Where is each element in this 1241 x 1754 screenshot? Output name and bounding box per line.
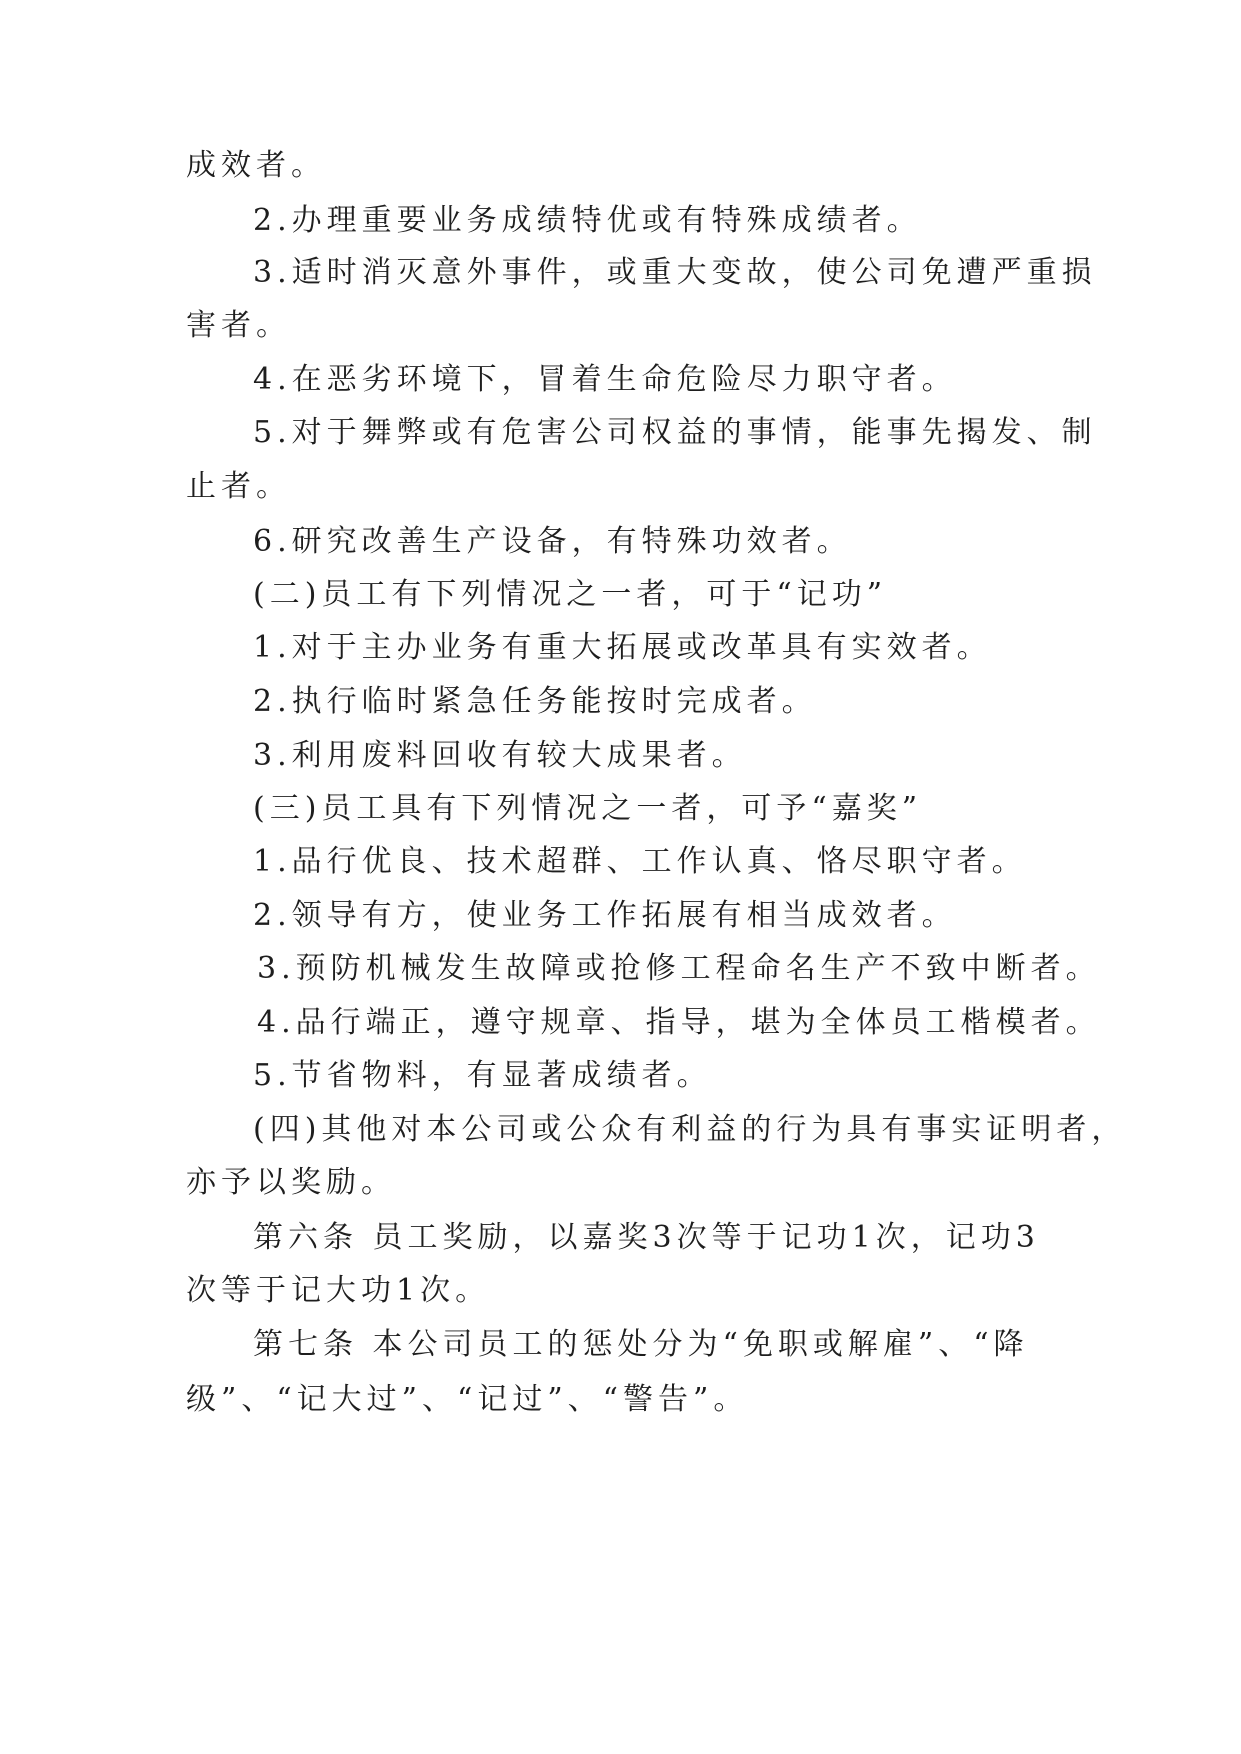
text-line: 3.利用废料回收有较大成果者。 <box>253 738 747 773</box>
text-line: 5.对于舞弊或有危害公司权益的事情，能事先揭发、制 <box>253 415 1097 450</box>
text-line: 次等于记大功1次。 <box>186 1273 491 1308</box>
text-line: 3.适时消灭意外事件，或重大变故，使公司免遭严重损 <box>253 255 1097 290</box>
text-line: 第七条 本公司员工的惩处分为“免职或解雇”、“降 <box>253 1327 1029 1362</box>
text-line: (四)其他对本公司或公众有利益的行为具有事实证明者， <box>253 1112 1127 1147</box>
text-line: 2.领导有方，使业务工作拓展有相当成效者。 <box>253 898 957 933</box>
text-line: 6.研究改善生产设备，有特殊功效者。 <box>253 524 852 559</box>
text-line: 2.办理重要业务成绩特优或有特殊成绩者。 <box>253 203 922 238</box>
text-line: 成效者。 <box>186 148 326 183</box>
text-line: 4.品行端正，遵守规章、指导，堪为全体员工楷模者。 <box>257 1005 1101 1040</box>
text-line: 亦予以奖励。 <box>186 1165 396 1200</box>
text-line: 害者。 <box>186 308 291 343</box>
text-line: 4.在恶劣环境下，冒着生命危险尽力职守者。 <box>253 362 957 397</box>
text-line: (三)员工具有下列情况之一者，可予“嘉奖” <box>253 791 923 826</box>
text-line: 1.对于主办业务有重大拓展或改革具有实效者。 <box>253 630 992 665</box>
text-line: 止者。 <box>186 469 291 504</box>
text-line: 1.品行优良、技术超群、工作认真、恪尽职守者。 <box>253 844 1027 879</box>
text-line: 5.节省物料，有显著成绩者。 <box>253 1058 712 1093</box>
text-line: 3.预防机械发生故障或抢修工程命名生产不致中断者。 <box>257 951 1101 986</box>
text-line: (二)员工有下列情况之一者，可于“记功” <box>253 577 888 612</box>
text-line: 级”、“记大过”、“记过”、“警告”。 <box>186 1382 749 1417</box>
text-line: 2.执行临时紧急任务能按时完成者。 <box>253 684 817 719</box>
text-line: 第六条 员工奖励，以嘉奖3次等于记功1次，记功3 <box>253 1220 1040 1255</box>
